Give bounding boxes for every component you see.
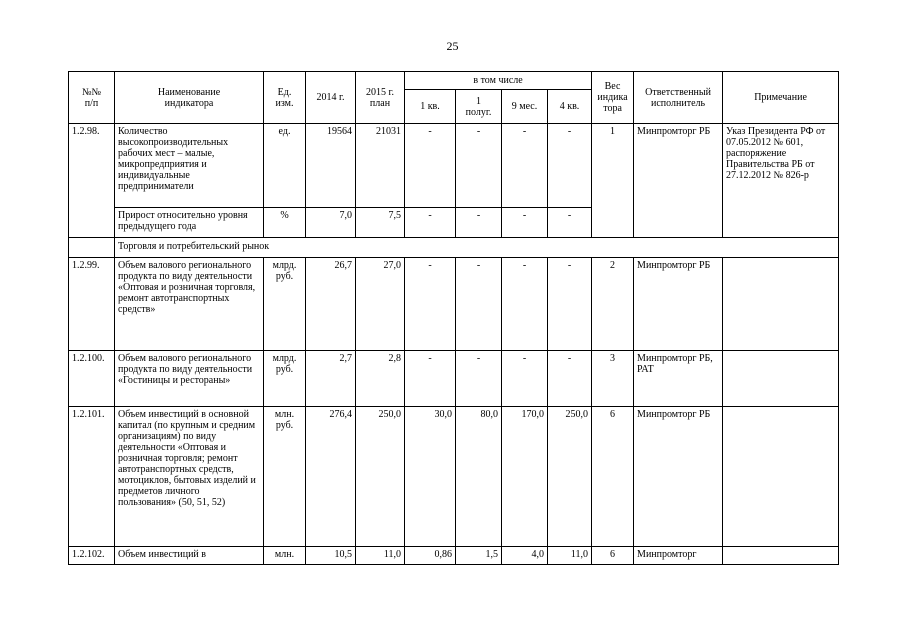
cell-name: Объем инвестиций в основной капитал (по крупным и средним организациям) по виду деятельности «Оптовая и розничная торговля; ремонт автотранспортных средств, мотоциклов, бытовых изделий и предметов личного пользования» (50, 51, 52) <box>115 407 264 547</box>
cell-2014: 2,7 <box>306 351 356 407</box>
cell-2015: 250,0 <box>356 407 405 547</box>
header-num: №№ п/п <box>69 72 115 124</box>
table-row <box>69 351 839 407</box>
cell-name: Прирост относительно уровня предыдущего года <box>115 208 264 238</box>
cell-2015: 2,8 <box>356 351 405 407</box>
cell-unit: млн. руб. <box>264 407 306 547</box>
cell-2015: 11,0 <box>356 547 405 565</box>
cell-weight: 2 <box>592 258 634 351</box>
cell-num: 1.2.100. <box>69 351 115 407</box>
cell-name: Количество высокопроизводительных рабочих мест – малые, микропредприятия и индивидуальные предприниматели <box>115 124 264 208</box>
cell-9m: - <box>502 208 548 238</box>
cell-responsible: Минпромторг <box>634 547 723 565</box>
page-number: 25 <box>446 39 459 53</box>
cell-h1: 80,0 <box>456 407 502 547</box>
indicator-table <box>68 71 839 565</box>
cell-unit: ед. <box>264 124 306 208</box>
header-unit: Ед. изм. <box>264 72 306 124</box>
cell-weight: 6 <box>592 407 634 547</box>
cell-q1: - <box>405 351 456 407</box>
cell-unit: млрд. руб. <box>264 258 306 351</box>
cell-name: Объем валового регионального продукта по виду деятельности «Оптовая и розничная торговля, ремонт автотранспортных средств» <box>115 258 264 351</box>
cell-responsible: Минпромторг РБ <box>634 258 723 351</box>
cell-num: 1.2.102. <box>69 547 115 565</box>
cell-q4: - <box>548 208 592 238</box>
table-row <box>69 547 839 565</box>
cell-unit: млрд. руб. <box>264 351 306 407</box>
cell-q1: 0,86 <box>405 547 456 565</box>
header-2014: 2014 г. <box>306 72 356 124</box>
cell-9m: - <box>502 124 548 208</box>
header-weight: Вес индика тора <box>592 72 634 124</box>
cell-2015: 27,0 <box>356 258 405 351</box>
table-row <box>69 407 839 547</box>
header-including: в том числе <box>405 72 592 90</box>
header-2015: 2015 г. план <box>356 72 405 124</box>
cell-9m: 4,0 <box>502 547 548 565</box>
header-name: Наименование индикатора <box>115 72 264 124</box>
cell-q1: - <box>405 208 456 238</box>
cell-9m: - <box>502 258 548 351</box>
table-row <box>69 124 839 208</box>
cell-name: Объем валового регионального продукта по виду деятельности «Гостиницы и рестораны» <box>115 351 264 407</box>
cell-2014: 19564 <box>306 124 356 208</box>
cell-2014: 276,4 <box>306 407 356 547</box>
cell-note <box>723 351 839 407</box>
cell-weight: 6 <box>592 547 634 565</box>
cell-9m: 170,0 <box>502 407 548 547</box>
cell-2015: 7,5 <box>356 208 405 238</box>
cell-responsible: Минпромторг РБ <box>634 124 723 238</box>
cell-unit: % <box>264 208 306 238</box>
cell-h1: - <box>456 208 502 238</box>
cell-q4: - <box>548 258 592 351</box>
cell-2014: 10,5 <box>306 547 356 565</box>
cell-unit: млн. <box>264 547 306 565</box>
cell-num: 1.2.99. <box>69 258 115 351</box>
header-responsible: Ответственный исполнитель <box>634 72 723 124</box>
table-row <box>69 258 839 351</box>
cell-q1: 30,0 <box>405 407 456 547</box>
cell-q4: 250,0 <box>548 407 592 547</box>
cell-2014: 26,7 <box>306 258 356 351</box>
cell-note: Указ Президента РФ от 07.05.2012 № 601, распоряжение Правительства РБ от 27.12.2012 № 826-р <box>723 124 839 238</box>
cell-responsible: Минпромторг РБ, РАТ <box>634 351 723 407</box>
cell-note <box>723 258 839 351</box>
cell-q4: - <box>548 351 592 407</box>
cell-weight: 1 <box>592 124 634 238</box>
cell-name: Объем инвестиций в <box>115 547 264 565</box>
section-row <box>69 238 839 258</box>
cell-note <box>723 407 839 547</box>
cell-responsible: Минпромторг РБ <box>634 407 723 547</box>
section-title: Торговля и потребительский рынок <box>115 238 839 258</box>
cell-q1: - <box>405 258 456 351</box>
cell-q4: 11,0 <box>548 547 592 565</box>
cell-note <box>723 547 839 565</box>
cell-weight: 3 <box>592 351 634 407</box>
cell-num: 1.2.98. <box>69 124 115 238</box>
cell-q4: - <box>548 124 592 208</box>
cell-h1: - <box>456 351 502 407</box>
cell-h1: - <box>456 124 502 208</box>
header-q4: 4 кв. <box>548 90 592 124</box>
cell-h1: - <box>456 258 502 351</box>
header-9m: 9 мес. <box>502 90 548 124</box>
cell-q1: - <box>405 124 456 208</box>
cell-2014: 7,0 <box>306 208 356 238</box>
header-q1: 1 кв. <box>405 90 456 124</box>
cell-9m: - <box>502 351 548 407</box>
header-h1: 1 полуг. <box>456 90 502 124</box>
cell-num: 1.2.101. <box>69 407 115 547</box>
cell-2015: 21031 <box>356 124 405 208</box>
cell-h1: 1,5 <box>456 547 502 565</box>
header-note: Примечание <box>723 72 839 124</box>
